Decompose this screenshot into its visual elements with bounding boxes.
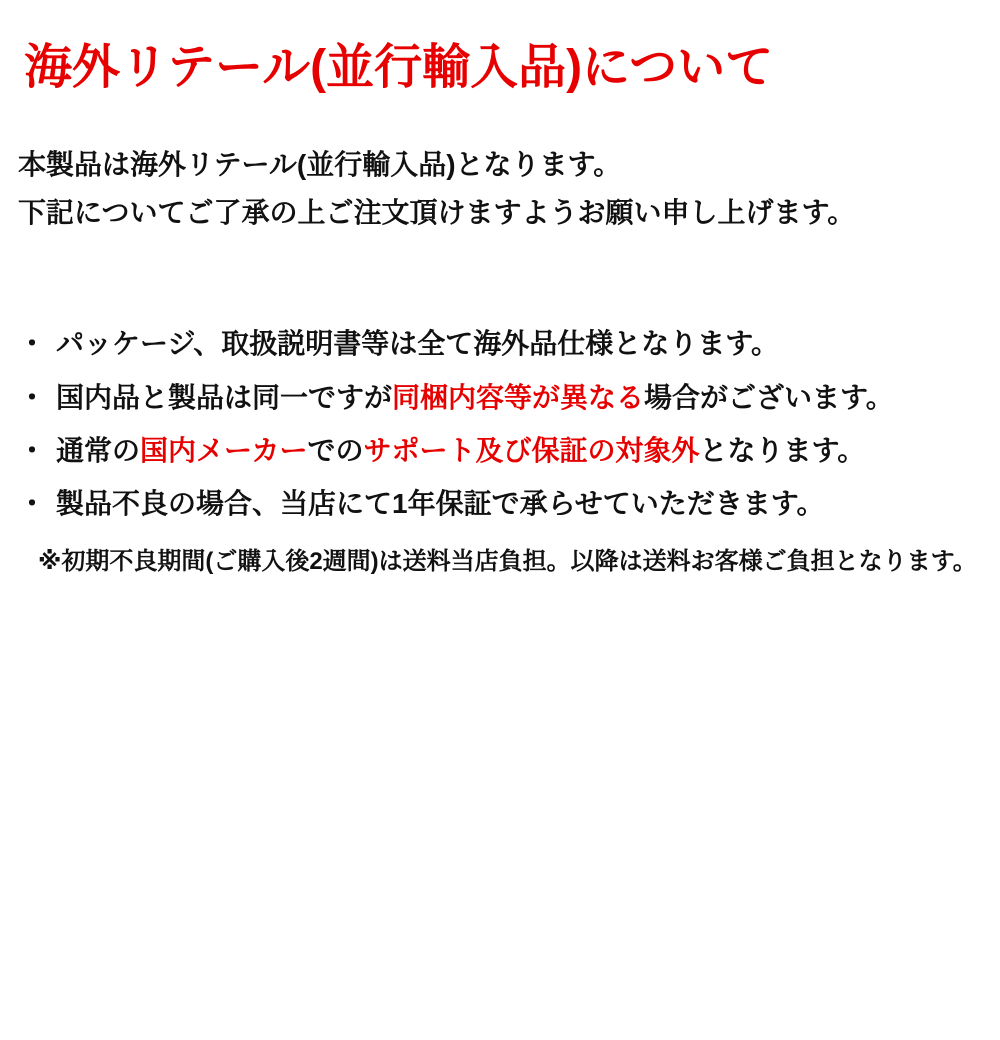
bullet-item [18, 328, 1000, 360]
bullet-list [18, 328, 1000, 520]
bullet-item [18, 488, 1000, 520]
bullet-dot: ・ [18, 328, 47, 360]
highlighted-text: サポート及び保証の対象外 [363, 434, 700, 466]
bullet-text: での [307, 434, 364, 466]
intro-text [18, 141, 1000, 236]
bullet-dot: ・ [18, 381, 47, 413]
bullet-text: 国内品と製品は同一ですが [56, 381, 393, 413]
intro-line-2: 下記についてご了承の上ご注文頂けますようお願い申し上げます。 [18, 196, 856, 228]
page-title: 海外リテール(並行輸入品)について [24, 41, 774, 94]
bullet-dot: ・ [18, 434, 47, 466]
bullet-item [18, 435, 1000, 467]
bullet-item [18, 382, 1000, 414]
highlighted-text: 国内メーカー [140, 434, 308, 466]
bullet-dot: ・ [18, 487, 47, 519]
bullet-text: 通常の [56, 434, 141, 466]
bullet-text: 製品不良の場合、当店にて1年保証で承らせていただきます。 [56, 487, 825, 519]
bullet-text: パッケージ、取扱説明書等は全て海外品仕様となります。 [56, 328, 779, 360]
bullet-text: となります。 [699, 434, 866, 466]
notice-page [0, 40, 1000, 1040]
bullet-text: 場合がございます。 [644, 381, 894, 413]
note-text: ※初期不良期間(ご購入後2週間)は送料当店負担。以降は送料お客様ご負担となります。 [38, 548, 977, 576]
highlighted-text: 同梱内容等が異なる [392, 381, 645, 413]
intro-line-1: 本製品は海外リテール(並行輸入品)となります。 [18, 149, 622, 181]
